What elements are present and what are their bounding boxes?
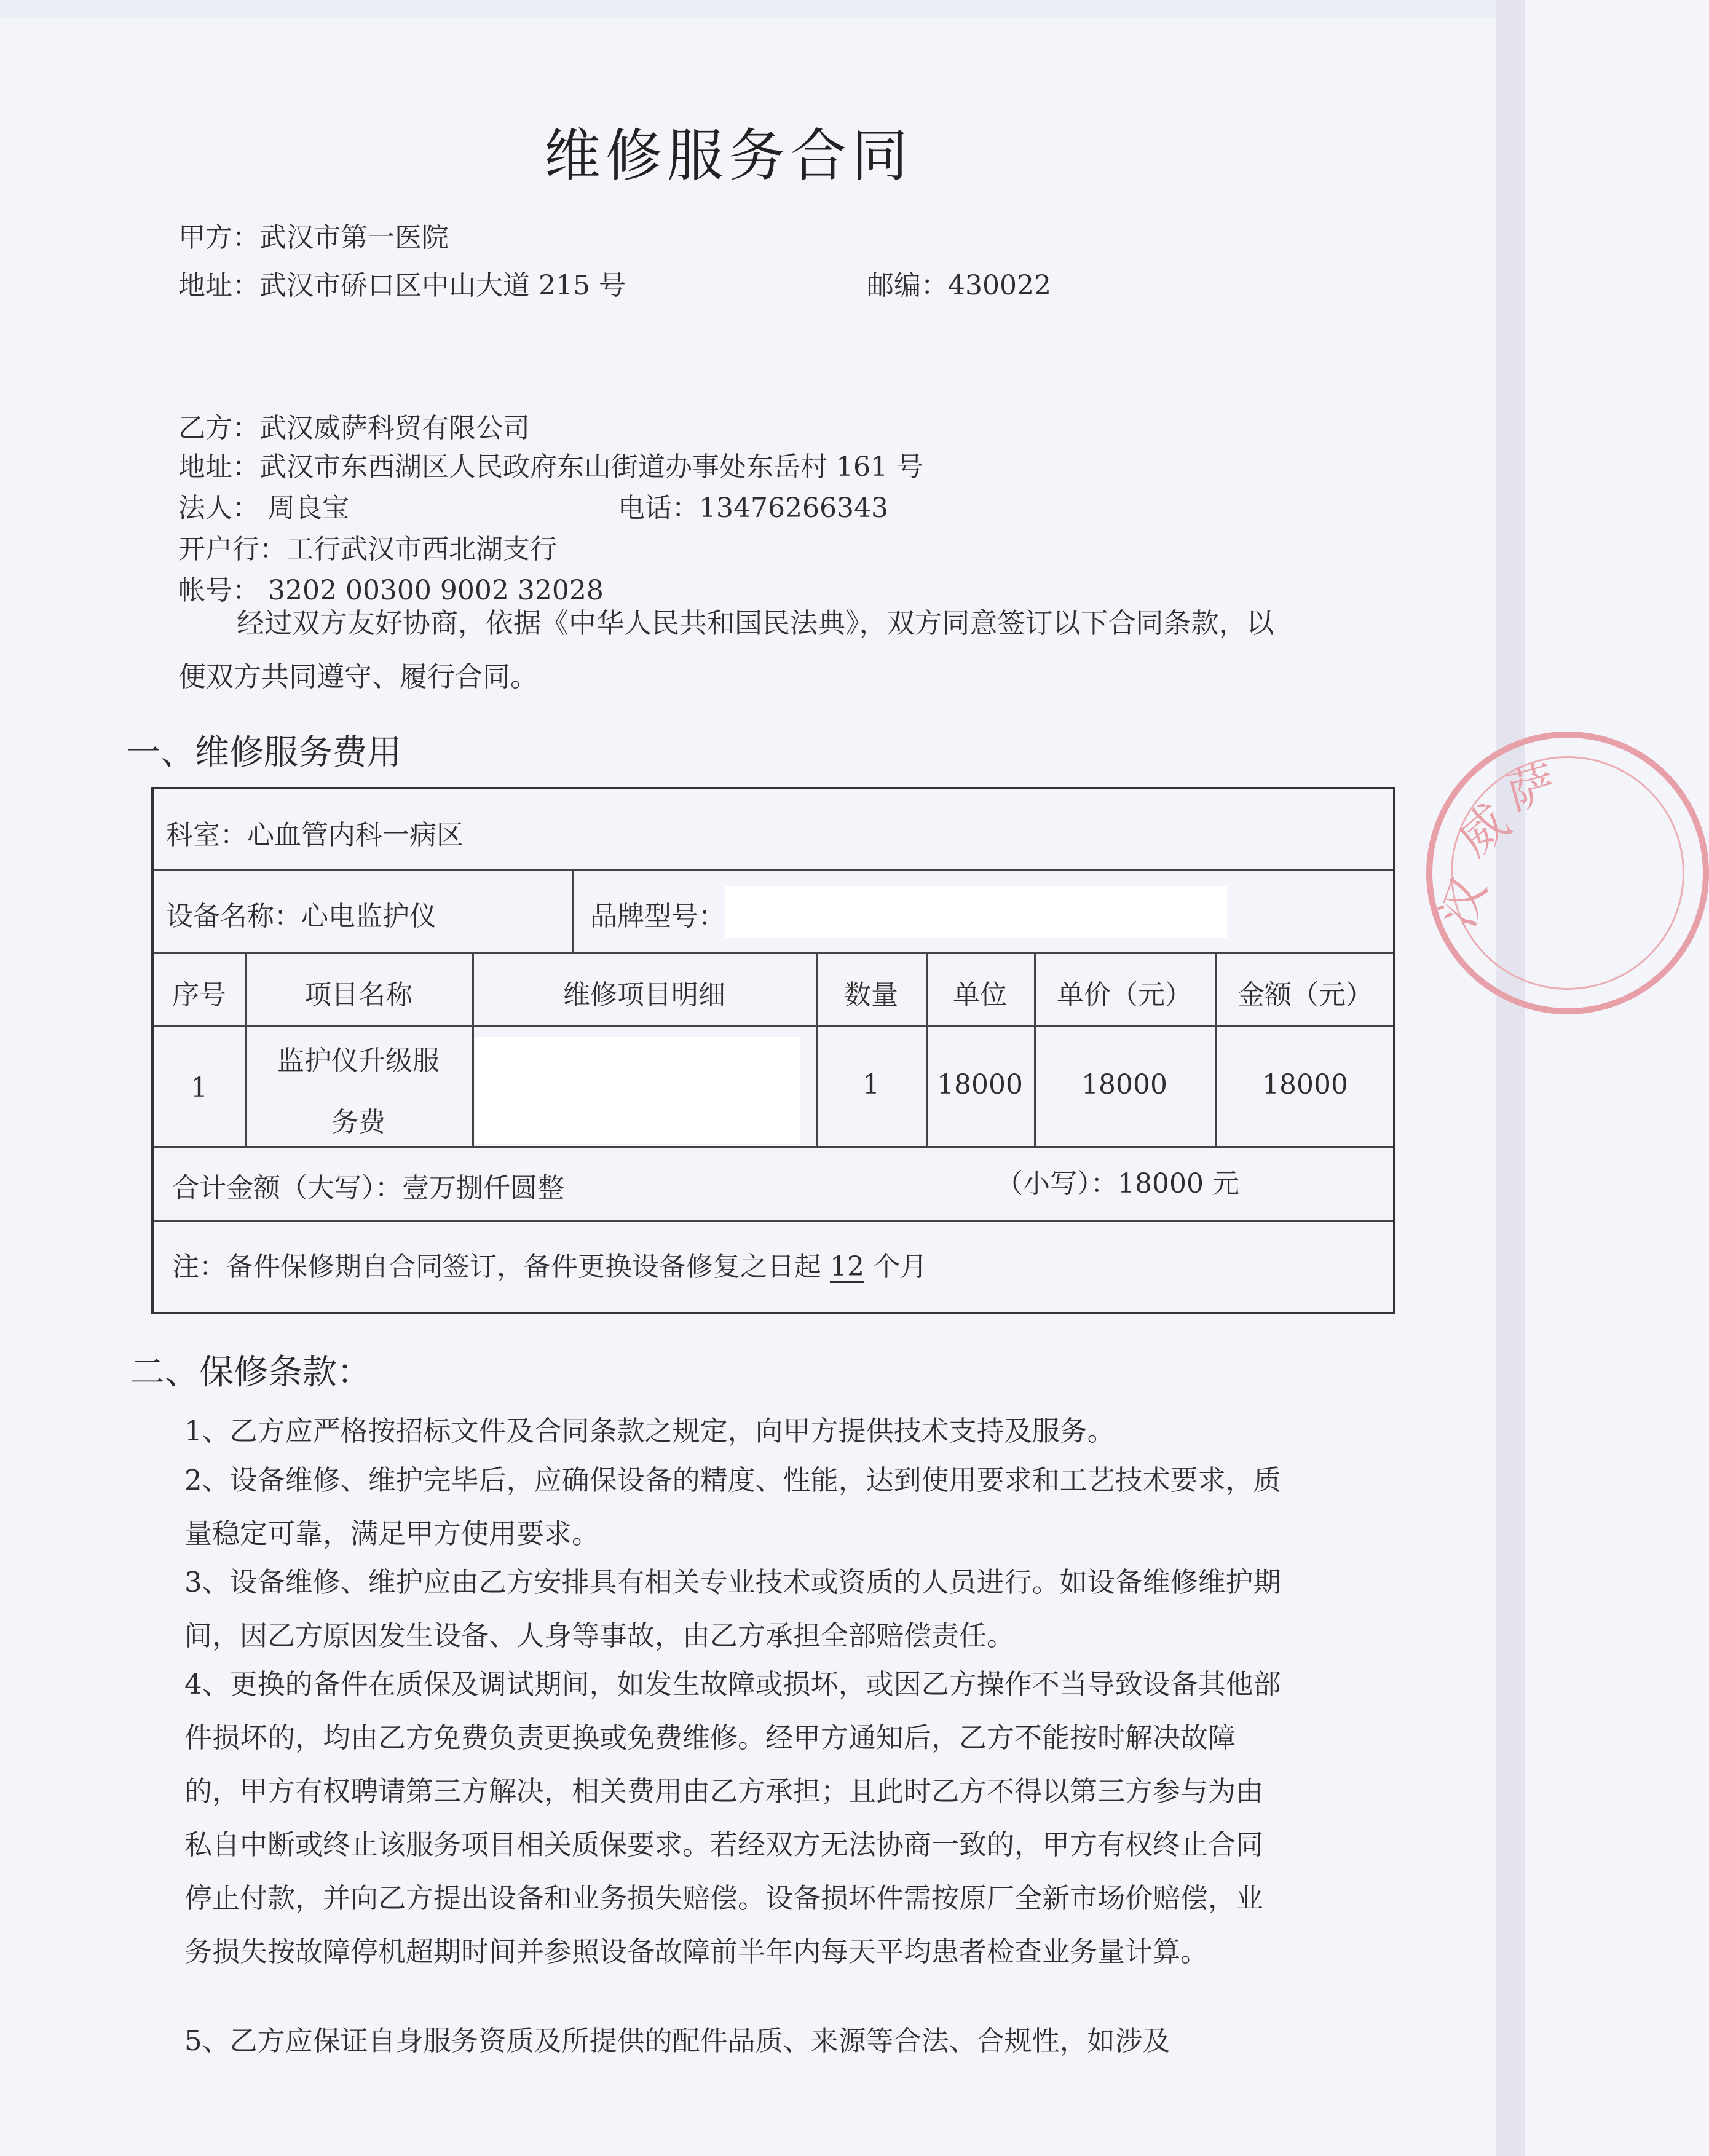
- fee-table: [151, 787, 1395, 1314]
- header-unit: 单位: [953, 979, 1007, 1011]
- clause-1: 1、乙方应严格按招标文件及合同条款之规定，向甲方提供技术支持及服务。: [184, 1415, 1115, 1447]
- seal-char: 萨: [1501, 756, 1562, 822]
- intro-paragraph: 经过双方友好协商，依据《中华人民共和国民法典》，双方同意签订以下合同条款，以便双方共同遵守、履行合同。: [178, 607, 1274, 693]
- row-no: 1: [191, 1072, 208, 1104]
- header-no: 序号: [172, 979, 226, 1011]
- scan-edge-shade: [1496, 0, 1525, 2156]
- header-unit-price: 单价（元）: [1057, 979, 1192, 1011]
- header-item-name: 项目名称: [304, 979, 412, 1011]
- seal-char: 汉: [1429, 871, 1498, 935]
- company-seal: [1426, 732, 1709, 1014]
- clause-2: 2、设备维修、维护完毕后，应确保设备的精度、性能，达到使用要求和工艺技术要求，质量稳定可靠，满足甲方使用要求。: [184, 1464, 1281, 1550]
- detail-redaction: [475, 1037, 800, 1144]
- header-item-detail: 维修项目明细: [563, 979, 725, 1011]
- party-a-postcode: 邮编：430022: [867, 270, 1051, 301]
- row-unit: 18000: [937, 1069, 1023, 1100]
- party-b-address: 地址：武汉市东西湖区人民政府东山街道办事处东岳村 161 号: [178, 451, 923, 483]
- party-a-name: 甲方：武汉市第一医院: [178, 222, 449, 253]
- row-amount: 18000: [1262, 1069, 1348, 1100]
- seal-char: 威: [1447, 794, 1520, 867]
- party-a-address: 地址：武汉市硚口区中山大道 215 号: [178, 270, 626, 301]
- row-item-line2: 务费: [331, 1107, 385, 1138]
- section1-heading: 一、维修服务费用: [126, 733, 401, 773]
- row-item-line1: 监护仪升级服: [277, 1045, 440, 1076]
- warranty-note: [172, 1244, 927, 1284]
- party-b-phone: 电话：13476266343: [618, 492, 888, 524]
- clause-3: 3、设备维修、维护应由乙方安排具有相关专业技术或资质的人员进行。如设备维修维护期间，因乙方原因发生设备、人身等事故，由乙方承担全部赔偿责任。: [184, 1566, 1281, 1652]
- company-seal-inner-ring: [1451, 756, 1684, 990]
- section2-heading: 二、保修条款：: [130, 1352, 371, 1392]
- note-months: 12: [829, 1251, 864, 1282]
- document-title: 维修服务合同: [543, 123, 913, 189]
- note-suffix: 个月: [864, 1251, 927, 1282]
- header-amount: 金额（元）: [1237, 979, 1373, 1011]
- row-qty: 1: [862, 1069, 880, 1100]
- row-unit-price: 18000: [1081, 1069, 1167, 1100]
- scan-top-shade: [0, 0, 1525, 18]
- party-b-name: 乙方：武汉威萨科贸有限公司: [178, 413, 530, 444]
- party-b-account: 帐号： 3202 00300 9002 32028: [178, 575, 604, 606]
- note-prefix: 注：备件保修期自合同签订，备件更换设备修复之日起: [172, 1251, 830, 1282]
- brand-model-redaction: [725, 886, 1227, 938]
- device-name-cell: 设备名称：心电监护仪: [166, 901, 436, 932]
- brand-model-label: 品牌型号：: [590, 901, 725, 932]
- clause-5: 5、乙方应保证自身服务资质及所提供的配件品质、来源等合法、合规性，如涉及: [184, 2024, 1170, 2057]
- header-qty: 数量: [844, 979, 898, 1011]
- clause-4: 4、更换的备件在质保及调试期间，如发生故障或损坏，或因乙方操作不当导致设备其他部件损坏的，均由乙方免费负责更换或免费维修。经甲方通知后，乙方不能按时解决故障的，甲方有权聘请第三方解决，相关费用由乙方承担；且此时乙方不得以第三方参与为由私自中断或终止该服务项目相关质保要求。若经双方无法协商一致的，甲方有权终止合同停止付款，并向乙方提出设备和业务损失赔偿。设备损坏件需按原厂全新市场价赔偿，业务损失按故障停机超期时间并参照设备故障前半年内每天平均患者检查业务量计算。: [184, 1668, 1281, 1968]
- total-lower: （小写）：18000 元: [996, 1168, 1239, 1199]
- total-upper: 合计金额（大写）：壹万捌仟圆整: [172, 1172, 564, 1204]
- department-cell: 科室：心血管内科一病区: [166, 819, 464, 851]
- party-b-bank: 开户行：工行武汉市西北湖支行: [178, 534, 557, 565]
- party-b-legal: 法人： 周良宝: [178, 492, 349, 524]
